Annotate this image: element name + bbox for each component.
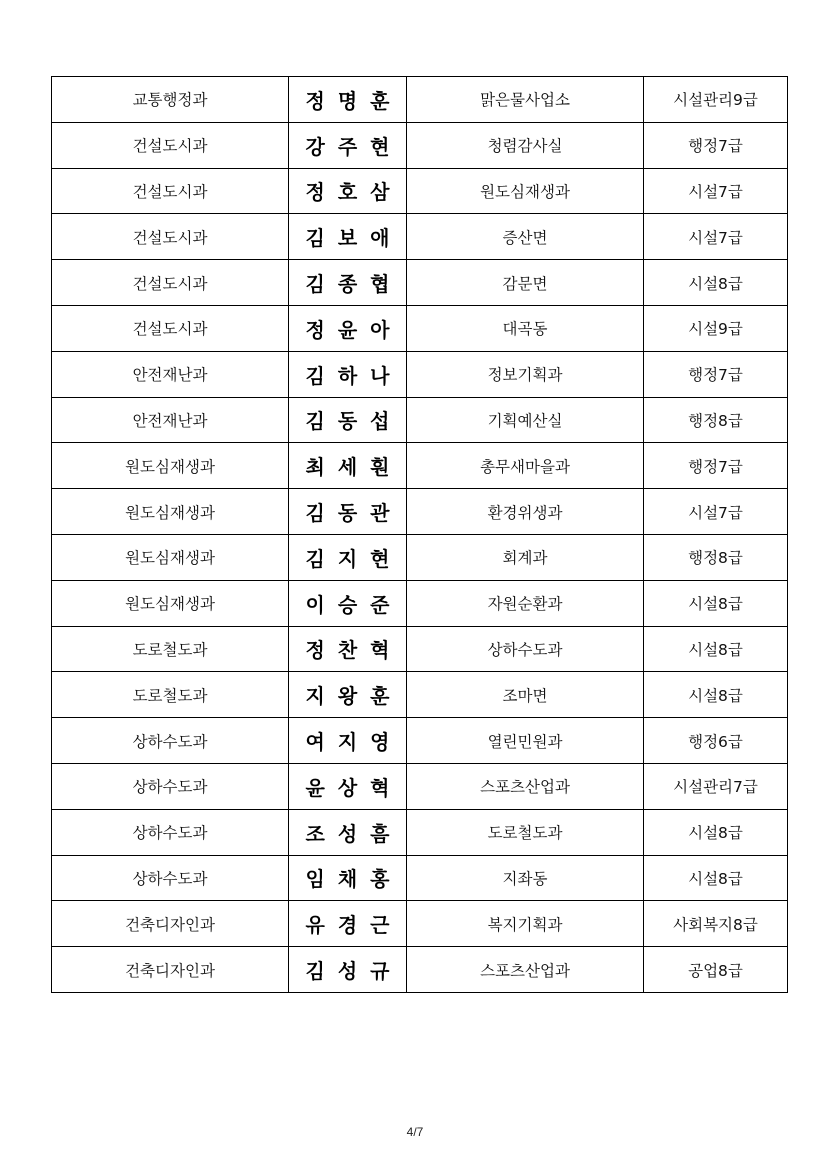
grade-cell: 행정6급 xyxy=(644,718,788,764)
table-row xyxy=(52,672,788,718)
to-department-cell: 상하수도과 xyxy=(407,626,644,672)
to-department-cell: 스포츠산업과 xyxy=(407,763,644,809)
employee-name-cell: 정호삼 xyxy=(289,168,407,214)
grade-cell: 공업8급 xyxy=(644,947,788,993)
employee-name-cell: 김종협 xyxy=(289,260,407,306)
table-row xyxy=(52,77,788,123)
to-department-cell: 총무새마을과 xyxy=(407,443,644,489)
to-department-cell: 환경위생과 xyxy=(407,489,644,535)
employee-name-cell: 윤상혁 xyxy=(289,763,407,809)
grade-cell: 사회복지8급 xyxy=(644,901,788,947)
grade-cell: 시설9급 xyxy=(644,305,788,351)
employee-name-cell: 김하나 xyxy=(289,351,407,397)
personnel-table xyxy=(51,76,788,993)
grade-cell: 시설8급 xyxy=(644,672,788,718)
from-department-cell: 건설도시과 xyxy=(52,168,289,214)
from-department-cell: 건설도시과 xyxy=(52,214,289,260)
from-department-cell: 원도심재생과 xyxy=(52,534,289,580)
employee-name-cell: 여지영 xyxy=(289,718,407,764)
to-department-cell: 회계과 xyxy=(407,534,644,580)
table-row xyxy=(52,489,788,535)
from-department-cell: 상하수도과 xyxy=(52,763,289,809)
from-department-cell: 도로철도과 xyxy=(52,626,289,672)
grade-cell: 시설8급 xyxy=(644,260,788,306)
employee-name-cell: 조성흠 xyxy=(289,809,407,855)
personnel-table-body xyxy=(52,77,788,993)
to-department-cell: 정보기획과 xyxy=(407,351,644,397)
grade-cell: 시설8급 xyxy=(644,855,788,901)
table-row xyxy=(52,122,788,168)
table-row xyxy=(52,397,788,443)
table-row xyxy=(52,809,788,855)
employee-name-cell: 정윤아 xyxy=(289,305,407,351)
table-row xyxy=(52,626,788,672)
to-department-cell: 열린민원과 xyxy=(407,718,644,764)
to-department-cell: 원도심재생과 xyxy=(407,168,644,214)
from-department-cell: 교통행정과 xyxy=(52,77,289,123)
table-row xyxy=(52,947,788,993)
employee-name-cell: 임채홍 xyxy=(289,855,407,901)
table-row xyxy=(52,351,788,397)
to-department-cell: 기획예산실 xyxy=(407,397,644,443)
from-department-cell: 건설도시과 xyxy=(52,260,289,306)
table-row xyxy=(52,260,788,306)
from-department-cell: 건축디자인과 xyxy=(52,947,289,993)
table-row xyxy=(52,718,788,764)
grade-cell: 시설7급 xyxy=(644,489,788,535)
from-department-cell: 원도심재생과 xyxy=(52,443,289,489)
to-department-cell: 스포츠산업과 xyxy=(407,947,644,993)
from-department-cell: 건설도시과 xyxy=(52,305,289,351)
grade-cell: 행정8급 xyxy=(644,397,788,443)
table-row xyxy=(52,901,788,947)
employee-name-cell: 정명훈 xyxy=(289,77,407,123)
from-department-cell: 상하수도과 xyxy=(52,809,289,855)
table-row xyxy=(52,214,788,260)
grade-cell: 행정7급 xyxy=(644,443,788,489)
table-row xyxy=(52,855,788,901)
from-department-cell: 안전재난과 xyxy=(52,351,289,397)
grade-cell: 시설관리9급 xyxy=(644,77,788,123)
employee-name-cell: 이승준 xyxy=(289,580,407,626)
grade-cell: 행정7급 xyxy=(644,351,788,397)
to-department-cell: 증산면 xyxy=(407,214,644,260)
from-department-cell: 상하수도과 xyxy=(52,855,289,901)
grade-cell: 시설8급 xyxy=(644,580,788,626)
employee-name-cell: 김성규 xyxy=(289,947,407,993)
grade-cell: 시설7급 xyxy=(644,168,788,214)
from-department-cell: 건설도시과 xyxy=(52,122,289,168)
grade-cell: 시설관리7급 xyxy=(644,763,788,809)
employee-name-cell: 최세훤 xyxy=(289,443,407,489)
employee-name-cell: 강주현 xyxy=(289,122,407,168)
grade-cell: 행정7급 xyxy=(644,122,788,168)
to-department-cell: 감문면 xyxy=(407,260,644,306)
from-department-cell: 건축디자인과 xyxy=(52,901,289,947)
to-department-cell: 청렴감사실 xyxy=(407,122,644,168)
grade-cell: 행정8급 xyxy=(644,534,788,580)
from-department-cell: 안전재난과 xyxy=(52,397,289,443)
grade-cell: 시설8급 xyxy=(644,809,788,855)
table-row xyxy=(52,763,788,809)
from-department-cell: 원도심재생과 xyxy=(52,580,289,626)
table-row xyxy=(52,168,788,214)
to-department-cell: 도로철도과 xyxy=(407,809,644,855)
employee-name-cell: 김동섭 xyxy=(289,397,407,443)
table-row xyxy=(52,305,788,351)
grade-cell: 시설8급 xyxy=(644,626,788,672)
employee-name-cell: 유경근 xyxy=(289,901,407,947)
page-number: 4/7 xyxy=(406,1125,424,1139)
to-department-cell: 맑은물사업소 xyxy=(407,77,644,123)
table-row xyxy=(52,534,788,580)
to-department-cell: 지좌동 xyxy=(407,855,644,901)
to-department-cell: 조마면 xyxy=(407,672,644,718)
employee-name-cell: 김보애 xyxy=(289,214,407,260)
table-row xyxy=(52,443,788,489)
employee-name-cell: 김지현 xyxy=(289,534,407,580)
employee-name-cell: 김동관 xyxy=(289,489,407,535)
grade-cell: 시설7급 xyxy=(644,214,788,260)
to-department-cell: 자원순환과 xyxy=(407,580,644,626)
employee-name-cell: 지왕훈 xyxy=(289,672,407,718)
to-department-cell: 복지기획과 xyxy=(407,901,644,947)
from-department-cell: 원도심재생과 xyxy=(52,489,289,535)
employee-name-cell: 정찬혁 xyxy=(289,626,407,672)
from-department-cell: 상하수도과 xyxy=(52,718,289,764)
to-department-cell: 대곡동 xyxy=(407,305,644,351)
table-row xyxy=(52,580,788,626)
from-department-cell: 도로철도과 xyxy=(52,672,289,718)
